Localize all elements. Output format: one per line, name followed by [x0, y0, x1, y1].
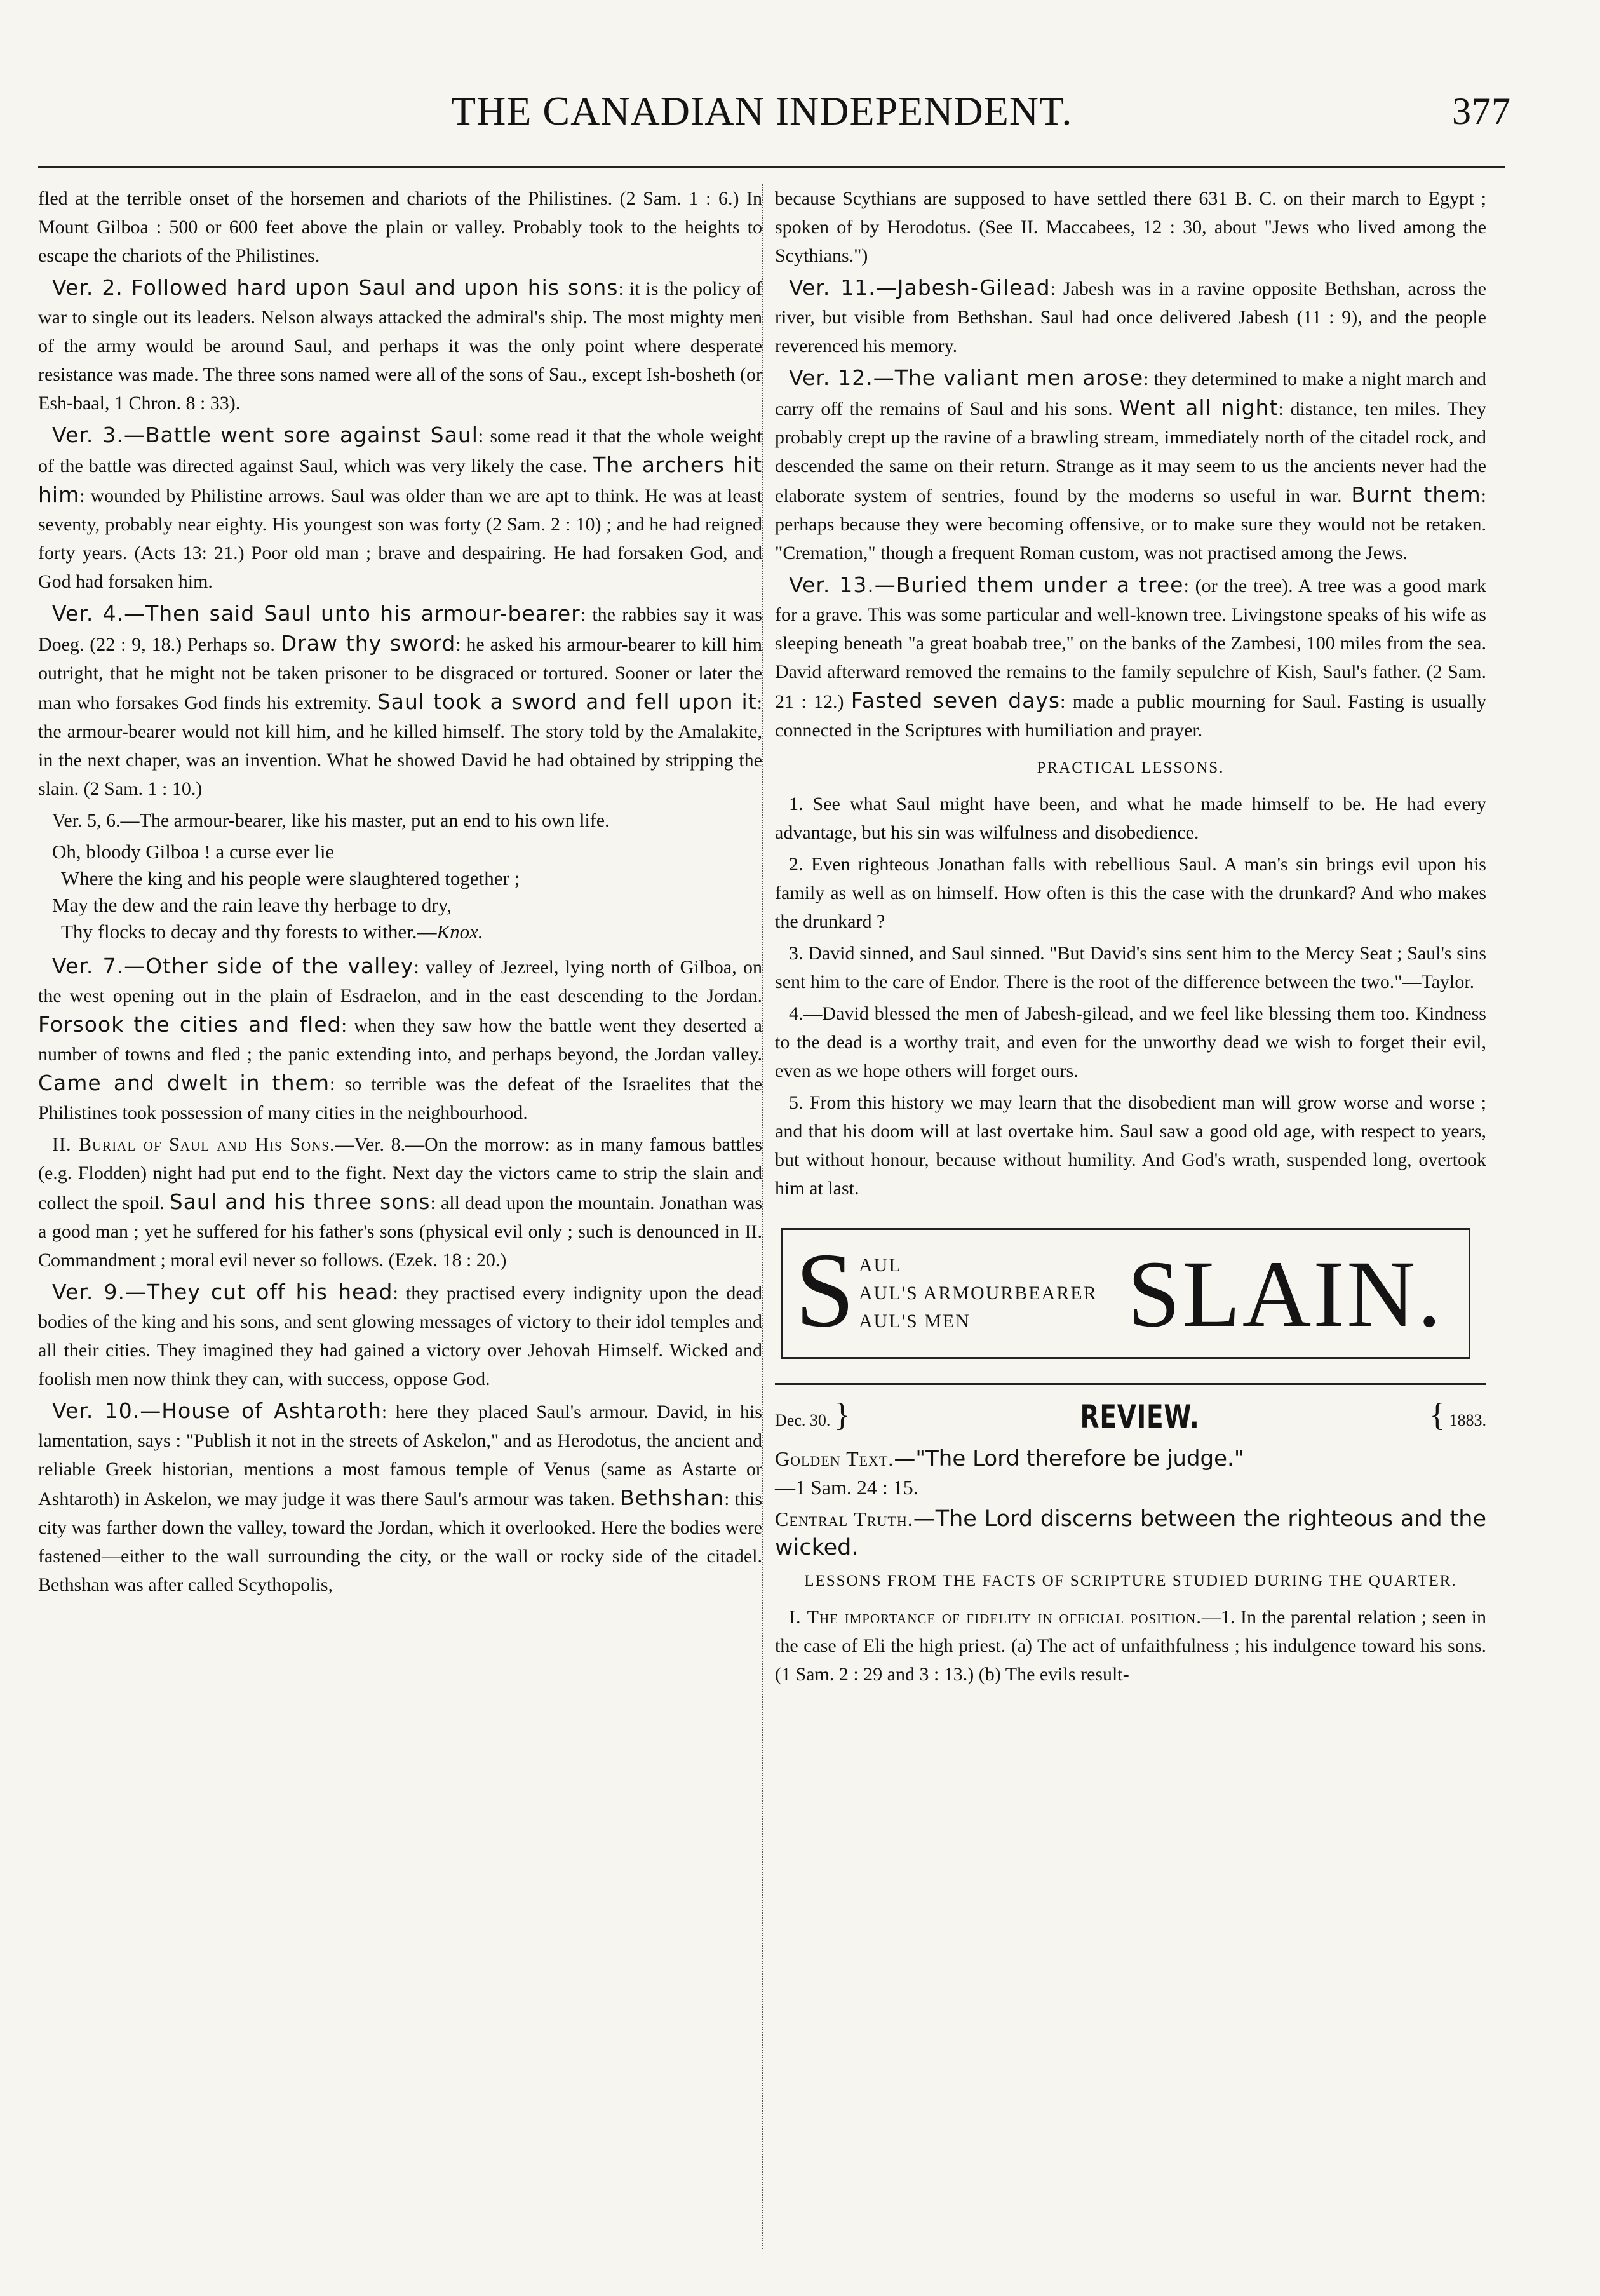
verse-text: : all dead upon the mountain. Jonathan was a good man ; yet he suffered for his father's sons (physical evil only ; such is denounced in II. Commandment ; moral evil never so follows. (Ezek. 18 : 20.): [38, 1192, 762, 1271]
central-truth-label: Central Truth.: [775, 1508, 913, 1530]
golden-text-ref: —1 Sam. 24 : 15.: [775, 1476, 918, 1499]
lesson-item: 2. Even righteous Jonathan falls with rebellious Saul. A man's sin brings evil upon his family as well as on himself. How often is this the case with the drunkard? And who makes the drunkard ?: [775, 854, 1486, 932]
poem-author: Knox.: [436, 921, 483, 943]
paragraph-ver-7: [38, 952, 762, 1127]
slain-word: SLAIN.: [1127, 1241, 1443, 1347]
golden-text: [775, 1445, 1486, 1502]
verse-lead: Ver. 3.—Battle went sore against Saul: [52, 422, 478, 447]
quarter-lessons-heading: LESSONS FROM THE FACTS OF SCRIPTURE STUDIED DURING THE QUARTER.: [804, 1572, 1457, 1590]
verse-lead: Ver. 7.—Other side of the valley: [52, 954, 414, 978]
poem-line: [52, 919, 762, 945]
practical-lessons-heading: PRACTICAL LESSONS.: [1037, 759, 1225, 776]
verse-lead: Ver. 9.—They cut off his head: [52, 1280, 393, 1304]
right-column: [775, 184, 1486, 1692]
verse-lead: Burnt them: [1351, 482, 1481, 507]
verse-lead: Saul and his three sons: [169, 1189, 431, 1214]
paragraph-ver-13: [775, 571, 1486, 745]
lesson-item: 3. David sinned, and Saul sinned. "But David's sins sent him to the Mercy Seat ; Saul's sins sent him to the care of Endor. There is the root of the difference between the two."—Taylor.: [775, 943, 1486, 992]
slain-box-line: AUL'S ARMOURBEARER: [859, 1283, 1098, 1304]
poem-quote: [52, 839, 762, 945]
brace-glyph: }: [834, 1397, 850, 1433]
verse-lead: The archers hit him: [38, 452, 763, 507]
verse-text: : they determined to make a night march and carry off the remains of Saul and his sons.: [775, 368, 1487, 419]
paragraph-section-ii: [38, 1130, 762, 1274]
left-column: [38, 184, 762, 1602]
slain-box-lines: [859, 1252, 1098, 1335]
verse-text: : so terrible was the defeat of the Israelites that the Philistines took possession of many cities in the neighbourhood.: [38, 1074, 762, 1123]
journal-title: THE CANADIAN INDEPENDENT.: [451, 88, 1073, 133]
paragraph: fled at the terrible onset of the horsemen and chariots of the Philistines. (2 Sam. 1 : 6.) In Mount Gilboa : 500 or 600 feet above the plain or valley. Probably took to the heights to escape the chariots of the Philistines.: [38, 188, 762, 266]
verse-lead: Draw thy sword: [280, 631, 456, 656]
verse-lead: Forsook the cities and fled: [38, 1012, 342, 1037]
paragraph-ver-12: [775, 363, 1486, 567]
review-year: 1883.: [1449, 1411, 1486, 1429]
paragraph-ver-5-6: Ver. 5, 6.—The armour-bearer, like his master, put an end to his own life.: [52, 810, 610, 831]
page-number: 377: [1452, 90, 1511, 132]
paragraph-ver-9: [38, 1278, 762, 1393]
verse-text: : it is the policy of war to single out its leaders. Nelson always attacked the admiral's ship. The most mighty men of the army would be around Saul, and perhaps it was the only point where desperate resistance was made. The three sons named were all of the sons of Sau., except Ish-bosheth (or Esh-baal, 1 Chron. 8 : 33).: [38, 278, 763, 414]
lesson-item: 4.—David blessed the men of Jabesh-gilead, and we feel like blessing them too. Kindness to the dead is a worthy trait, and even for the unworthy dead we wish to forget their evil, even as we hope others will forget ours.: [775, 1003, 1486, 1081]
verse-lead: Bethshan: [620, 1485, 725, 1510]
poem-line: Oh, bloody Gilboa ! a curse ever lie: [52, 841, 335, 863]
review-date-group: [775, 1399, 854, 1435]
verse-text: : he asked his armour-bearer to kill him outright, that he might not be taken prisoner to be disgraced or tortured. Sooner or later the man who forsakes God finds his extremity.: [38, 634, 762, 713]
slain-box-line: AUL'S MEN: [859, 1311, 971, 1332]
verse-text: : they practised every indignity upon the dead bodies of the king and his sons, and sent glowing messages of victory to their idol temples and all their cities. They imagined they had gained a victory over Jehovah Himself. Wicked and foolish men now think they can, with success, oppose God.: [38, 1283, 762, 1389]
golden-text-label: Golden Text.: [775, 1447, 894, 1470]
lesson-item: 5. From this history we may learn that the disobedient man will grow worse and worse ; and that his doom will at last overtake him. Saul saw a good old age, with respect to years, but without honour, because without humility. And God's wrath, suspended long, overtook him at last.: [775, 1092, 1486, 1199]
golden-text-quote: —"The Lord therefore be judge.": [894, 1446, 1244, 1471]
quarter-lesson-1: [775, 1603, 1486, 1689]
brace-glyph: {: [1429, 1397, 1446, 1433]
poem-line: Where the king and his people were slaughtered together ;: [61, 867, 520, 889]
slain-box-big-letter: S: [795, 1231, 855, 1349]
poem-line: May the dew and the rain leave thy herbage to dry,: [52, 894, 452, 916]
lesson-item: 1. See what Saul might have been, and what he made himself to be. He had every advantage, but his sin was wilfulness and disobedience.: [775, 793, 1486, 843]
verse-lead: Ver. 4.—Then said Saul unto his armour-bearer: [52, 601, 581, 626]
verse-text: : wounded by Philistine arrows. Saul was older than we are apt to think. He was at least seventy, probably near eighty. His youngest son was forty (2 Sam. 2 : 10) ; and he had reigned forty years. (Acts 13: 21.) Poor old man ; brave and despairing. He had forsaken God, and God had forsaken him.: [38, 485, 762, 592]
verse-lead: Ver. 12.—The valiant men arose: [789, 365, 1144, 390]
slain-box: [781, 1228, 1470, 1359]
verse-ref: —Ver. 8.—On the morrow: [335, 1134, 545, 1155]
verse-lead: Ver. 13.—Buried them under a tree: [789, 572, 1184, 597]
verse-text: : when they saw how the battle went they deserted a number of towns and fled ; the panic extending into, and perhaps beyond, the Jordan valley.: [38, 1015, 762, 1065]
verse-lead: Came and dwelt in them: [38, 1070, 330, 1095]
paragraph-ver-4: [38, 599, 762, 803]
paragraph-ver-2: [38, 273, 762, 417]
section-heading: II. Burial of Saul and His Sons.: [52, 1134, 335, 1155]
column-divider: [762, 184, 763, 2249]
verse-text: : here they placed Saul's armour. David, in his lamentation, says : "Publish it not in the streets of Askelon," and as Herodotus, the ancient and reliable Greek historian, mentions a most famous temple of Venus (same as Astarte or Ashtaroth) in Askelon, we may judge it was there Saul's armour was taken.: [38, 1401, 762, 1509]
review-date: Dec. 30.: [775, 1411, 831, 1429]
verse-lead: Saul took a sword and fell upon it: [377, 689, 757, 714]
verse-lead: Went all night: [1119, 395, 1279, 420]
quarter-lesson-heading: I. The importance of fidelity in official position.: [789, 1607, 1202, 1628]
verse-lead: Fasted seven days: [850, 688, 1061, 713]
review-title: REVIEW.: [1080, 1398, 1200, 1435]
verse-text: : this city was farther down the valley, toward the Jordan, which it overlooked. Here the bodies were fastened—either to the wall surrounding the city, or the wall or rocky side of the citadel. Bethshan was after called Scythopolis,: [38, 1489, 762, 1595]
verse-lead: Ver. 2. Followed hard upon Saul and upon his sons: [52, 275, 619, 300]
verse-text: : made a public mourning for Saul. Fasting is usually connected in the Scriptures with humiliation and prayer.: [775, 691, 1487, 741]
paragraph-ver-11: [775, 273, 1486, 360]
section-rule: [775, 1383, 1486, 1385]
quarter-lesson-text: —1. In the parental relation ; seen in the case of Eli the high priest. (a) The act of unfaithfulness ; his indulgence toward his sons. (1 Sam. 2 : 29 and 3 : 13.) (b) The evils result-: [775, 1607, 1486, 1685]
running-head: [191, 83, 1524, 140]
verse-text: : distance, ten miles. They probably crept up the ravine of a brawling stream, immediately north of the citadel rock, and descended the same on their return. Strange as it may seem to us the ancients never had the elaborate system of sentries, found by the moderns so useful in war.: [775, 398, 1487, 506]
verse-text: : the armour-bearer would not kill him, and he killed himself. The story told by the Amalakite, in the next chaper, was an invention. What he showed David he had obtained by stripping the slain. (2 Sam. 1 : 10.): [38, 692, 762, 799]
verse-text: : (or the tree). A tree was a good mark for a grave. This was some particular and well-known tree. Livingstone speaks of his wife as sleeping beneath "a great boabab tree," on the banks of the Zambesi, 100 miles from the sea. David afterward removed the remains to the family sepulchre of Kish, Saul's father. (2 Sam. 21 : 12.): [775, 576, 1486, 712]
review-year-group: [1426, 1399, 1486, 1435]
paragraph-ver-3: [38, 421, 762, 596]
verse-text: : some read it that the whole weight of the battle was directed against Saul, which was very likely the case.: [38, 426, 762, 476]
header-rule: [38, 166, 1505, 168]
slain-box-line: AUL: [859, 1255, 902, 1276]
verse-text: : the rabbies say it was Doeg. (22 : 9, 18.) Perhaps so.: [38, 604, 762, 655]
paragraph: because Scythians are supposed to have settled there 631 B. C. on their march to Egypt ; spoken of by Herodotus. (See II. Maccabees, 12 : 30, about "Jews who lived among the Scythians."): [775, 188, 1486, 266]
central-truth: [775, 1505, 1486, 1562]
verse-lead: Ver. 10.—House of Ashtaroth: [52, 1398, 382, 1423]
verse-text: : valley of Jezreel, lying north of Gilboa, on the west opening out in the plain of Esdraelon, and in the east descending to the Jordan.: [38, 957, 762, 1006]
verse-text: : as in many famous battles (e.g. Flodden) night had put end to the fight. Next day the victors came to strip the slain and collect the spoil.: [38, 1134, 762, 1213]
review-heading-row: [775, 1398, 1486, 1436]
verse-lead: Ver. 11.—Jabesh-Gilead: [789, 275, 1051, 300]
central-truth-text: —The Lord discerns between the righteous and the wicked.: [775, 1506, 1486, 1560]
verse-text: : Jabesh was in a ravine opposite Bethshan, across the river, but visible from Bethshan. Saul had once delivered Jabesh (11 : 9), and the people reverenced his memory.: [775, 278, 1486, 356]
poem-line-text: Thy flocks to decay and thy forests to wither.—: [61, 921, 437, 943]
paragraph-ver-10: [38, 1396, 762, 1599]
verse-text: : perhaps because they were becoming offensive, or to make sure they would not be retaken. "Cremation," though a frequent Roman custom, was not practised among the Jews.: [775, 485, 1486, 564]
